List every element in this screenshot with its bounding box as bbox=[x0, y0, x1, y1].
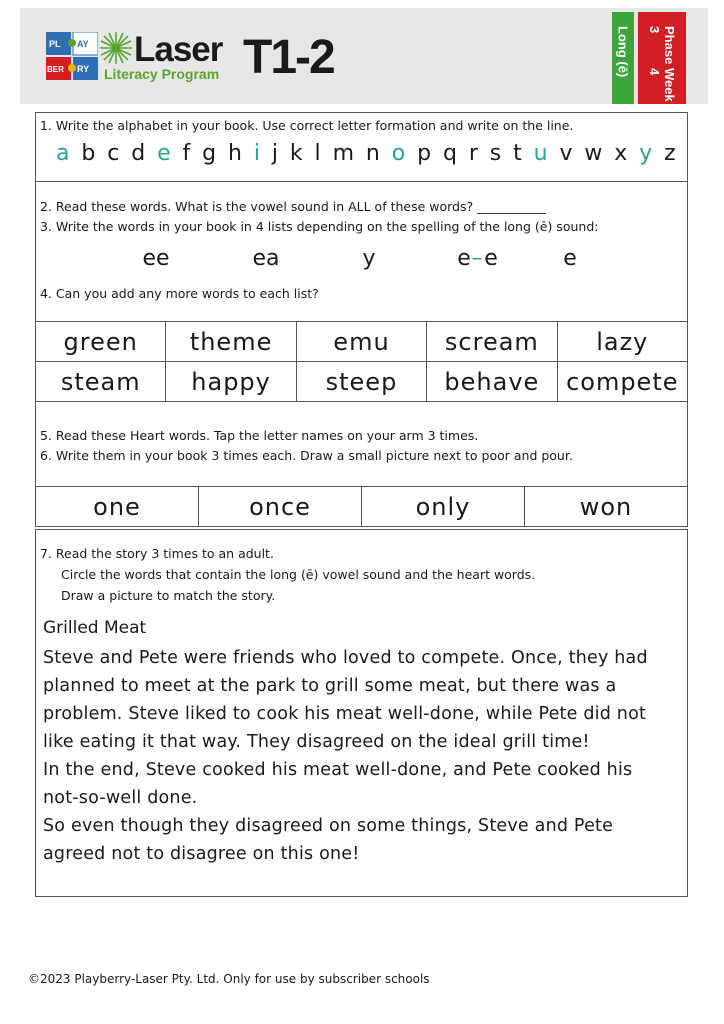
letter: y bbox=[639, 141, 653, 166]
word-cell: emu bbox=[296, 322, 426, 362]
spelling-e: e bbox=[563, 246, 577, 271]
heart-word-cell: won bbox=[525, 487, 688, 527]
heart-words-grid bbox=[35, 486, 688, 527]
spelling-e-e-first: e bbox=[457, 246, 471, 271]
brand-title: Laser bbox=[134, 30, 223, 69]
spelling-ee: ee bbox=[142, 246, 170, 271]
letter: h bbox=[228, 141, 242, 166]
letter: e bbox=[157, 141, 171, 166]
instruction-1: 1. Write the alphabet in your book. Use correct letter formation and write on the line. bbox=[40, 118, 574, 133]
word-cell: lazy bbox=[557, 322, 687, 362]
instruction-7: 7. Read the story 3 times to an adult. bbox=[40, 546, 274, 561]
table-row bbox=[36, 362, 688, 402]
instruction-7b: Circle the words that contain the long (ē) vowel sound and the heart words. bbox=[61, 567, 536, 582]
story-line: planned to meet at the park to grill some meat, but there was a bbox=[43, 676, 617, 696]
story-section bbox=[35, 529, 688, 897]
word-cell: scream bbox=[427, 322, 557, 362]
logo-tile-4: RY bbox=[77, 64, 90, 74]
word-grid bbox=[35, 321, 688, 402]
letter: f bbox=[182, 141, 191, 166]
phase-week-tab bbox=[638, 12, 686, 104]
letter: a bbox=[56, 141, 70, 166]
letter: x bbox=[614, 141, 628, 166]
story-line: problem. Steve liked to cook his meat well-done, while Pete did not bbox=[43, 704, 647, 724]
word-cell: theme bbox=[166, 322, 296, 362]
instruction-2: 2. Read these words. What is the vowel sound in ALL of these words? ___________ bbox=[40, 199, 546, 214]
instruction-4: 4. Can you add any more words to each list? bbox=[40, 286, 319, 301]
story-line: like eating it that way. They disagreed on the ideal grill time! bbox=[43, 732, 590, 752]
letter: r bbox=[468, 141, 478, 166]
letter: j bbox=[271, 141, 279, 166]
word-cell: behave bbox=[427, 362, 557, 402]
letter: s bbox=[489, 141, 502, 166]
heart-word-cell: only bbox=[362, 487, 525, 527]
spelling-ea: ea bbox=[252, 246, 280, 271]
letter: c bbox=[107, 141, 120, 166]
spelling-e-e-dash: – bbox=[471, 246, 483, 271]
letter: o bbox=[391, 141, 406, 166]
story-line: Steve and Pete were friends who loved to compete. Once, they had bbox=[43, 648, 648, 668]
letter: w bbox=[584, 141, 603, 166]
letter: d bbox=[131, 141, 146, 166]
logo-tile-2: AY bbox=[77, 39, 89, 49]
story-line: agreed not to disagree on this one! bbox=[43, 844, 360, 864]
copyright-footer: ©2023 Playberry-Laser Pty. Ltd. Only for use by subscriber schools bbox=[28, 972, 430, 986]
laser-burst-icon bbox=[98, 30, 134, 66]
story-line: not-so-well done. bbox=[43, 788, 198, 808]
sound-tab bbox=[612, 12, 634, 104]
letter: b bbox=[81, 141, 96, 166]
spelling-y: y bbox=[362, 246, 376, 271]
phase-label: Phase 3 bbox=[647, 26, 677, 65]
letter: q bbox=[442, 141, 457, 166]
letter: l bbox=[314, 141, 321, 166]
story-line: In the end, Steve cooked his meat well-done, and Pete cooked his bbox=[43, 760, 633, 780]
letter: u bbox=[533, 141, 548, 166]
logo-tile-1: PL bbox=[49, 39, 61, 49]
letter: t bbox=[513, 141, 522, 166]
spelling-e-e-second: e bbox=[484, 246, 498, 271]
spelling-section bbox=[35, 181, 688, 322]
word-cell: happy bbox=[166, 362, 296, 402]
word-cell: compete bbox=[557, 362, 687, 402]
heart-word-cell: once bbox=[199, 487, 362, 527]
word-cell: steep bbox=[296, 362, 426, 402]
table-row bbox=[36, 487, 688, 527]
letter: m bbox=[332, 141, 354, 166]
story-title: Grilled Meat bbox=[43, 618, 147, 638]
word-cell: steam bbox=[36, 362, 166, 402]
table-row bbox=[36, 322, 688, 362]
letter: v bbox=[559, 141, 573, 166]
spelling-patterns bbox=[36, 246, 689, 280]
brand-subtitle: Literacy Program bbox=[104, 66, 220, 82]
letter: n bbox=[365, 141, 380, 166]
sound-tab-label: Long (ē) bbox=[615, 26, 631, 78]
instruction-7c: Draw a picture to match the story. bbox=[61, 588, 276, 603]
instruction-3: 3. Write the words in your book in 4 lists depending on the spelling of the long (ē) sound: bbox=[40, 219, 599, 234]
letter: i bbox=[253, 141, 260, 166]
story-line: So even though they disagreed on some things, Steve and Pete bbox=[43, 816, 614, 836]
level-label: T1-2 bbox=[243, 31, 334, 84]
header-banner bbox=[20, 8, 708, 104]
letter: p bbox=[417, 141, 432, 166]
letter: z bbox=[664, 141, 676, 166]
alphabet-row bbox=[56, 141, 676, 166]
week-label: Week 4 bbox=[647, 67, 677, 102]
logo-tile-3: BER bbox=[47, 65, 64, 74]
instruction-5: 5. Read these Heart words. Tap the letter names on your arm 3 times. bbox=[40, 428, 479, 443]
letter: g bbox=[202, 141, 217, 166]
heart-word-cell: one bbox=[36, 487, 199, 527]
heart-words-section bbox=[35, 401, 688, 487]
instruction-6: 6. Write them in your book 3 times each. Draw a small picture next to poor and pour. bbox=[40, 448, 573, 463]
word-cell: green bbox=[36, 322, 166, 362]
playberry-logo bbox=[46, 32, 98, 80]
alphabet-section bbox=[35, 112, 688, 182]
letter: k bbox=[289, 141, 303, 166]
